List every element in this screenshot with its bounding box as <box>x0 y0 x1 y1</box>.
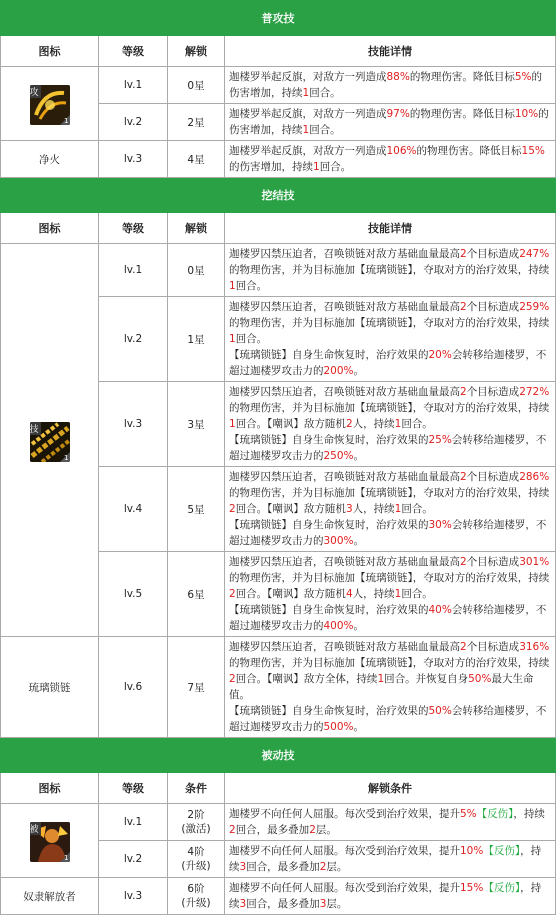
detail-text: 5% <box>460 808 477 820</box>
detail-text: 。 <box>353 365 365 377</box>
detail-cell <box>225 141 556 178</box>
detail-text: 3 <box>319 898 327 910</box>
detail-text: 3 <box>239 861 247 873</box>
detail-text: 1 <box>313 161 320 173</box>
detail-cell <box>225 841 556 878</box>
level-cell: lv.1 <box>99 67 168 104</box>
detail-text: 。 <box>353 721 365 733</box>
column-header: 条件 <box>168 773 225 804</box>
table-row <box>1 637 556 738</box>
table-row <box>1 244 556 297</box>
detail-text: 迦楼罗举起反旗，对敌方一列造成 <box>229 145 387 157</box>
detail-text: 回合。并恢复自身 <box>384 673 469 685</box>
detail-text: 会转移给迦楼罗，不超过迦楼罗攻击力的 <box>229 519 547 547</box>
detail-text: 3 <box>239 898 247 910</box>
detail-text: 200% <box>323 365 354 377</box>
detail-text: 1 <box>377 673 385 685</box>
detail-text: 50% <box>468 673 492 685</box>
detail-text: 回合。【嘲讽】敌方随机 <box>235 418 346 430</box>
detail-cell <box>225 382 556 467</box>
detail-text: 的物理伤害。降低目标 <box>416 145 522 157</box>
detail-text: 【琉璃锁链】自身生命恢复时，治疗效果的 <box>229 519 429 531</box>
passive-section-title: 被动技 <box>1 738 556 773</box>
detail-text: 回合。【嘲讽】敌方随机 <box>235 503 346 515</box>
detail-text: 1 <box>229 280 236 292</box>
condition-cell <box>168 841 225 878</box>
detail-text: 1 <box>229 333 236 345</box>
detail-text: 回合。 <box>235 280 268 292</box>
detail-text: 迦楼罗囚禁压迫者，召唤锁链对敌方基础血量最高 <box>229 641 460 653</box>
detail-text: 【琉璃锁链】自身生命恢复时，治疗效果的 <box>229 434 429 446</box>
unlock-cell: 7星 <box>168 637 225 738</box>
column-header: 等级 <box>99 213 168 244</box>
detail-text: 回合，最多叠加 <box>246 861 320 873</box>
detail-text: 301% <box>519 556 550 568</box>
detail-text: 2 <box>460 556 467 568</box>
detail-text: 层。 <box>326 861 348 873</box>
detail-text: 迦楼罗不向任何人屈服。每次受到治疗效果，提升 <box>229 882 460 894</box>
skill-skill-icon <box>30 422 70 462</box>
detail-text: 316% <box>519 641 550 653</box>
unlock-cell: 0星 <box>168 67 225 104</box>
column-header-row <box>1 773 556 804</box>
unlock-cell: 1星 <box>168 297 225 382</box>
level-cell: lv.3 <box>99 878 168 915</box>
detail-text: 的物理伤害。降低目标 <box>409 71 515 83</box>
detail-text: 回合。 <box>401 588 433 600</box>
detail-text: 【反伤】 <box>483 845 521 857</box>
detail-text: 259% <box>519 301 550 313</box>
detail-text: 500% <box>323 721 354 733</box>
skill-name: 净火 <box>1 141 99 178</box>
detail-text: 3 <box>345 503 353 515</box>
detail-text: 30% <box>428 519 452 531</box>
detail-text: 迦楼罗不向任何人屈服。每次受到治疗效果，提升 <box>229 845 460 857</box>
condition-stage: 2阶 <box>187 809 205 821</box>
detail-text: 2 <box>309 824 316 836</box>
detail-text: 2 <box>345 418 353 430</box>
column-header: 图标 <box>1 213 99 244</box>
icon-level-number: 1 <box>64 453 69 462</box>
detail-text: 40% <box>428 604 452 616</box>
column-header: 等级 <box>99 36 168 67</box>
detail-text: ，持续 <box>229 882 542 910</box>
detail-text: 250% <box>323 450 354 462</box>
detail-text: 迦楼罗举起反旗，对敌方一列造成 <box>229 108 387 120</box>
detail-text: 个目标造成 <box>466 301 520 313</box>
passive-icon-block <box>1 822 98 862</box>
detail-text: 会转移给迦楼罗，不超过迦楼罗攻击力的 <box>229 434 547 462</box>
detail-text: 迦楼罗囚禁压迫者，召唤锁链对敌方基础血量最高 <box>229 248 460 260</box>
level-cell: lv.1 <box>99 804 168 841</box>
detail-text: 个目标造成 <box>466 641 520 653</box>
condition-state: (升级) <box>181 860 211 872</box>
attack-skill-icon <box>30 85 70 125</box>
detail-cell <box>225 878 556 915</box>
level-cell: lv.3 <box>99 141 168 178</box>
level-cell: lv.5 <box>99 552 168 637</box>
detail-text: 5% <box>514 71 532 83</box>
detail-text: 回合，最多叠加 <box>235 824 310 836</box>
detail-text: 1 <box>302 124 310 136</box>
detail-text: 回合。【嘲讽】敌方全体，持续 <box>235 673 378 685</box>
detail-text: 的物理伤害，并为目标施加【琉璃锁链】，夺取对方的治疗效果，持续 <box>229 317 550 329</box>
detail-text: 个目标造成 <box>466 556 520 568</box>
detail-text: ，持续 <box>229 845 542 873</box>
level-cell: lv.4 <box>99 467 168 552</box>
detail-cell <box>225 467 556 552</box>
attack-section-title: 普攻技 <box>1 1 556 36</box>
detail-text: 回合。 <box>401 503 433 515</box>
level-cell: lv.3 <box>99 382 168 467</box>
detail-text: 迦楼罗举起反旗，对敌方一列造成 <box>229 71 387 83</box>
detail-text: 106% <box>386 145 417 157</box>
detail-text: 2 <box>460 301 467 313</box>
detail-text: 迦楼罗囚禁压迫者，召唤锁链对敌方基础血量最高 <box>229 301 460 313</box>
level-cell: lv.2 <box>99 104 168 141</box>
detail-text: 层。 <box>315 824 337 836</box>
detail-text: 最大生命值。 <box>229 673 534 701</box>
unlock-cell: 2星 <box>168 104 225 141</box>
detail-text: 会转移给迦楼罗，不超过迦楼罗攻击力的 <box>229 349 547 377</box>
skill-type-badge: 技 <box>30 422 41 435</box>
condition-stage: 6阶 <box>187 883 205 895</box>
level-cell: lv.2 <box>99 297 168 382</box>
detail-text: 1 <box>394 588 402 600</box>
detail-text: 迦楼罗囚禁压迫者，召唤锁链对敌方基础血量最高 <box>229 386 460 398</box>
detail-text: 【琉璃锁链】自身生命恢复时，治疗效果的 <box>229 349 429 361</box>
detail-text: 。 <box>353 620 365 632</box>
detail-cell <box>225 804 556 841</box>
detail-text: 2 <box>229 503 236 515</box>
detail-text: 2 <box>460 386 467 398</box>
detail-text: 97% <box>386 108 410 120</box>
detail-cell <box>225 67 556 104</box>
detail-text: 人，持续 <box>352 588 395 600</box>
detail-text: 【反伤】 <box>483 882 521 894</box>
table-row <box>1 141 556 178</box>
table-row <box>1 878 556 915</box>
unlock-cell: 0星 <box>168 244 225 297</box>
detail-text: 回合。 <box>401 418 433 430</box>
detail-text: 1 <box>394 418 402 430</box>
detail-text: 247% <box>519 248 550 260</box>
detail-text: ，持续 <box>513 808 545 820</box>
detail-text: 2 <box>460 641 467 653</box>
detail-cell <box>225 297 556 382</box>
detail-text: 回合。【嘲讽】敌方随机 <box>235 588 346 600</box>
table-row <box>1 67 556 104</box>
detail-text: 人，持续 <box>352 503 395 515</box>
unlock-cell: 3星 <box>168 382 225 467</box>
level-cell: lv.6 <box>99 637 168 738</box>
detail-text: 回合。 <box>309 87 341 99</box>
skill-icon-block <box>1 422 98 462</box>
detail-text: 300% <box>323 535 354 547</box>
skill-section-title: 挖结技 <box>1 178 556 213</box>
detail-text: 20% <box>428 349 452 361</box>
detail-text: 2 <box>229 673 236 685</box>
detail-cell <box>225 104 556 141</box>
detail-text: 。 <box>353 535 365 547</box>
detail-text: 的伤害增加，持续 <box>229 161 313 173</box>
skill-type-badge: 攻 <box>30 85 41 98</box>
column-header: 解锁条件 <box>225 773 556 804</box>
detail-text: 迦楼罗囚禁压迫者，召唤锁链对敌方基础血量最高 <box>229 471 460 483</box>
icon-cell <box>1 804 99 878</box>
detail-text: 。 <box>353 450 365 462</box>
detail-text: 【反伤】 <box>476 808 514 820</box>
detail-text: 的物理伤害。降低目标 <box>409 108 515 120</box>
detail-text: 会转移给迦楼罗，不超过迦楼罗攻击力的 <box>229 705 547 733</box>
skill-name: 琉璃锁链 <box>1 637 99 738</box>
detail-text: 50% <box>428 705 452 717</box>
column-header: 解锁 <box>168 213 225 244</box>
detail-text: 人，持续 <box>352 418 395 430</box>
detail-cell <box>225 244 556 297</box>
unlock-cell: 4星 <box>168 141 225 178</box>
icon-cell <box>1 244 99 637</box>
detail-text: 【琉璃锁链】自身生命恢复时，治疗效果的 <box>229 604 429 616</box>
detail-text: 会转移给迦楼罗，不超过迦楼罗攻击力的 <box>229 604 547 632</box>
detail-text: 回合。 <box>309 124 341 136</box>
detail-text: 1 <box>229 418 236 430</box>
attack-icon-block <box>1 85 98 125</box>
condition-cell <box>168 878 225 915</box>
detail-text: 1 <box>394 503 402 515</box>
skill-type-badge: 被 <box>30 822 41 835</box>
detail-text: 迦楼罗不向任何人屈服。每次受到治疗效果，提升 <box>229 808 460 820</box>
detail-text: 15% <box>521 145 545 157</box>
detail-text: 回合，最多叠加 <box>246 898 320 910</box>
detail-text: 的物理伤害，并为目标施加【琉璃锁链】，夺取对方的治疗效果，持续 <box>229 264 550 276</box>
level-cell: lv.1 <box>99 244 168 297</box>
icon-cell <box>1 67 99 141</box>
column-header: 解锁 <box>168 36 225 67</box>
unlock-cell: 6星 <box>168 552 225 637</box>
detail-text: 个目标造成 <box>466 386 520 398</box>
detail-text: 回合。 <box>319 161 352 173</box>
detail-text: 个目标造成 <box>466 248 520 260</box>
detail-text: 15% <box>460 882 484 894</box>
detail-text: 2 <box>229 588 236 600</box>
detail-cell <box>225 552 556 637</box>
column-header-row <box>1 36 556 67</box>
condition-stage: 4阶 <box>187 846 205 858</box>
detail-text: 的物理伤害，并为目标施加【琉璃锁链】，夺取对方的治疗效果，持续 <box>229 402 550 414</box>
detail-text: 的伤害增加，持续 <box>229 108 549 136</box>
condition-cell <box>168 804 225 841</box>
icon-level-number: 1 <box>64 854 69 862</box>
detail-text: 1 <box>302 87 310 99</box>
skill-name: 奴隶解放者 <box>1 878 99 915</box>
detail-text: 10% <box>460 845 484 857</box>
detail-text: 层。 <box>326 898 348 910</box>
detail-text: 2 <box>319 861 327 873</box>
detail-text: 的物理伤害，并为目标施加【琉璃锁链】，夺取对方的治疗效果，持续 <box>229 487 550 499</box>
detail-text: 的物理伤害，并为目标施加【琉璃锁链】，夺取对方的治疗效果，持续 <box>229 657 550 669</box>
column-header: 技能详情 <box>225 213 556 244</box>
icon-level-number: 1 <box>64 117 69 125</box>
detail-text: 25% <box>428 434 452 446</box>
detail-text: 4 <box>345 588 353 600</box>
detail-text: 个目标造成 <box>466 471 520 483</box>
condition-state: (激活) <box>181 823 211 835</box>
detail-text: 【琉璃锁链】自身生命恢复时，治疗效果的 <box>229 705 429 717</box>
column-header: 图标 <box>1 36 99 67</box>
detail-text: 迦楼罗囚禁压迫者，召唤锁链对敌方基础血量最高 <box>229 556 460 568</box>
detail-cell <box>225 637 556 738</box>
detail-text: 88% <box>386 71 410 83</box>
detail-text: 的物理伤害，并为目标施加【琉璃锁链】，夺取对方的治疗效果，持续 <box>229 572 550 584</box>
detail-text: 400% <box>323 620 354 632</box>
condition-state: (升级) <box>181 897 211 909</box>
detail-text: 286% <box>519 471 550 483</box>
detail-text: 272% <box>519 386 550 398</box>
passive-skill-icon <box>30 822 70 862</box>
detail-text: 的伤害增加，持续 <box>229 71 543 99</box>
column-header: 技能详情 <box>225 36 556 67</box>
detail-text: 回合。 <box>235 333 268 345</box>
column-header-row <box>1 213 556 244</box>
table-row <box>1 804 556 841</box>
detail-text: 2 <box>229 824 236 836</box>
unlock-cell: 5星 <box>168 467 225 552</box>
level-cell: lv.2 <box>99 841 168 878</box>
column-header: 等级 <box>99 773 168 804</box>
column-header: 图标 <box>1 773 99 804</box>
detail-text: 10% <box>514 108 539 120</box>
detail-text: 2 <box>460 471 467 483</box>
detail-text: 2 <box>460 248 467 260</box>
